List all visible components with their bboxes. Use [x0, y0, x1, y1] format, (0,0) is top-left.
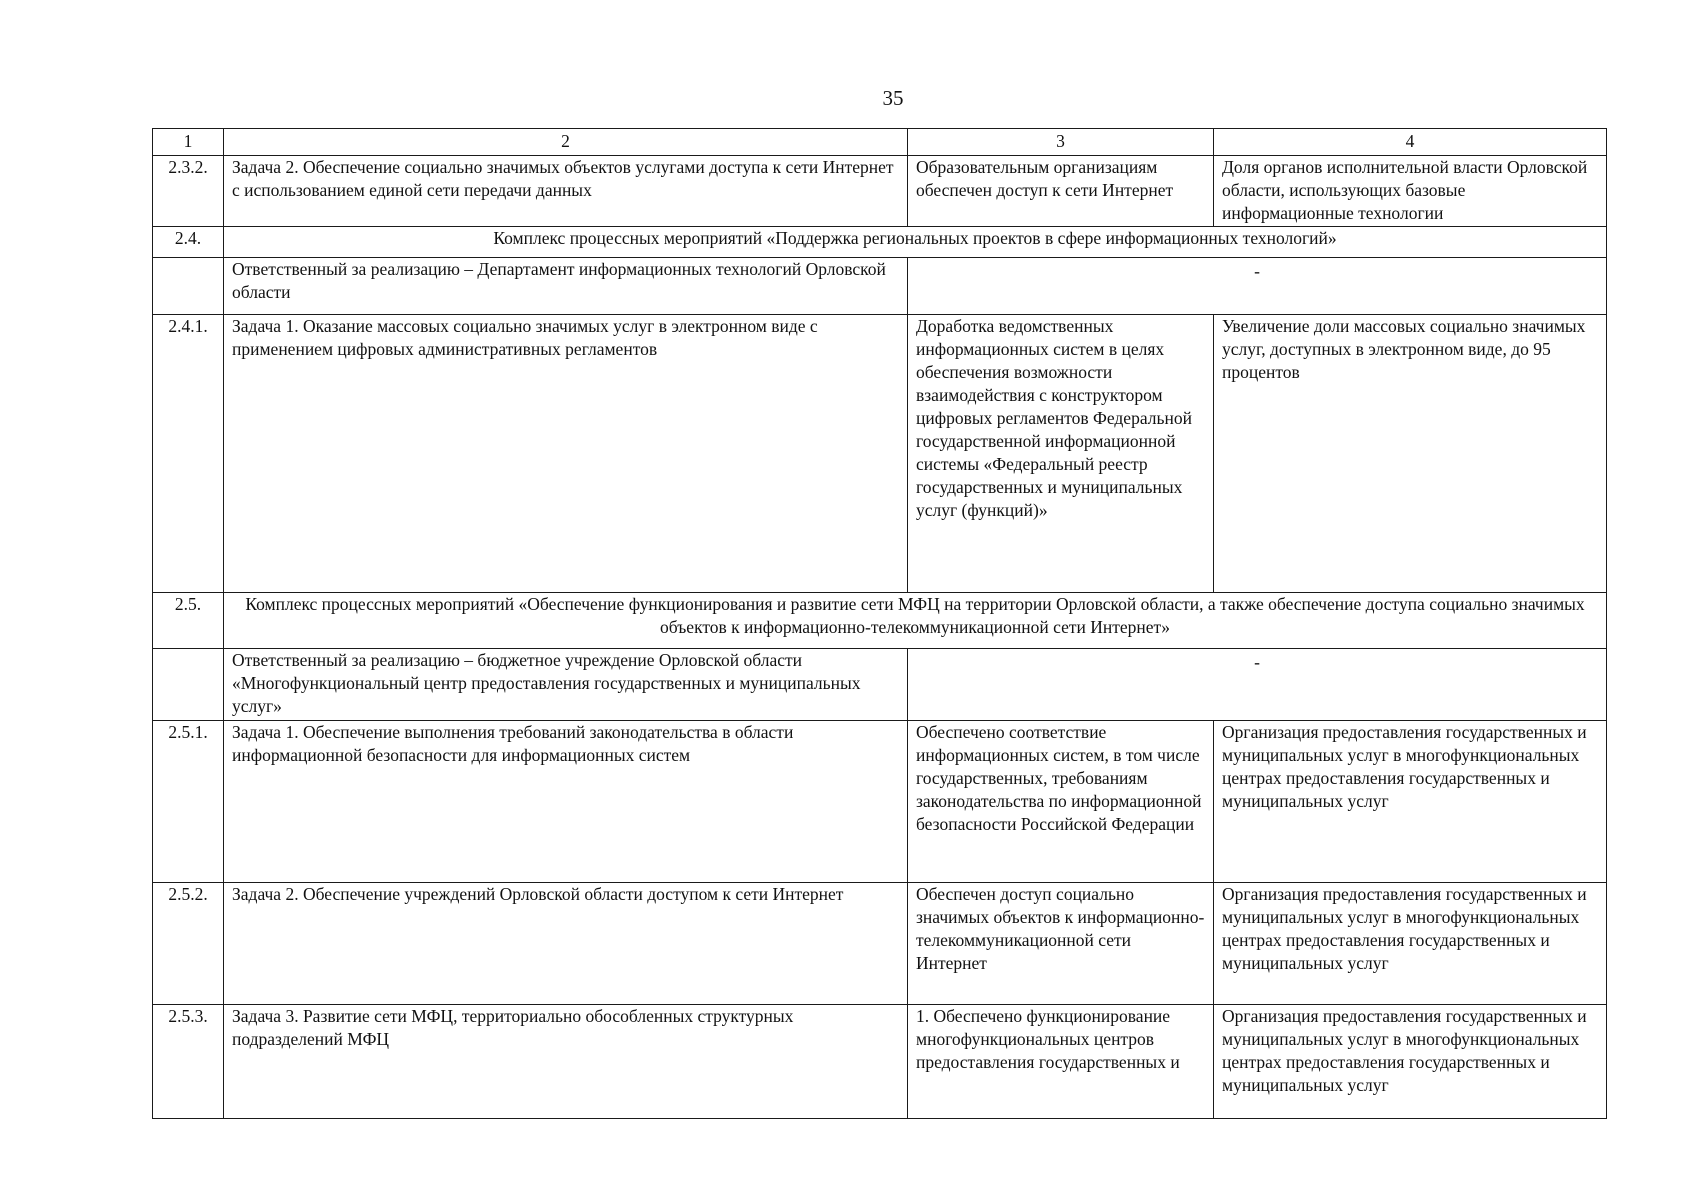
row-number: 2.4.1. — [153, 315, 224, 593]
table-row — [153, 156, 1607, 227]
measures-table — [152, 128, 1607, 1119]
header-col-2: 2 — [224, 129, 908, 156]
indicator-cell: Увеличение доли массовых социально значимых услуг, доступных в электронном виде, до 95 процентов — [1214, 315, 1607, 593]
responsible-dash-cell — [908, 649, 1607, 721]
indicator-cell: Организация предоставления государственных и муниципальных услуг в многофункциональных центрах предоставления государственных и муниципальных услуг — [1214, 883, 1607, 1005]
responsible-cell: Ответственный за реализацию – бюджетное учреждение Орловской области «Многофункциональный центр предоставления государственных и муниципальных услуг» — [224, 649, 908, 721]
table-header-row — [153, 129, 1607, 156]
section-number: 2.5. — [153, 593, 224, 649]
dash-mark: - — [1254, 652, 1260, 672]
indicator-cell: Организация предоставления государственных и муниципальных услуг в многофункциональных центрах предоставления государственных и муниципальных услуг — [1214, 721, 1607, 883]
result-cell: Образовательным организациям обеспечен доступ к сети Интернет — [908, 156, 1214, 227]
empty-number-cell — [153, 258, 224, 315]
header-col-1: 1 — [153, 129, 224, 156]
result-cell: 1. Обеспечено функционирование многофункциональных центров предоставления государственных и — [908, 1005, 1214, 1119]
result-cell: Обеспечено соответствие информационных систем, в том числе государственных, требованиям законодательства по информационной безопасности Российской Федерации — [908, 721, 1214, 883]
row-number: 2.5.2. — [153, 883, 224, 1005]
table-row — [153, 315, 1607, 593]
responsible-dash-cell — [908, 258, 1607, 315]
responsible-row — [153, 649, 1607, 721]
table-row — [153, 883, 1607, 1005]
task-cell: Задача 1. Оказание массовых социально значимых услуг в электронном виде с применением цифровых административных регламентов — [224, 315, 908, 593]
dash-mark: - — [1254, 261, 1260, 281]
page-number: 35 — [882, 86, 904, 110]
responsible-row — [153, 258, 1607, 315]
task-cell: Задача 2. Обеспечение учреждений Орловской области доступом к сети Интернет — [224, 883, 908, 1005]
table-row — [153, 1005, 1607, 1119]
task-cell: Задача 2. Обеспечение социально значимых объектов услугами доступа к сети Интернет с использованием единой сети передачи данных — [224, 156, 908, 227]
result-cell: Доработка ведомственных информационных систем в целях обеспечения возможности взаимодействия с конструктором цифровых регламентов Федеральной государственной информационной системы «Федеральный реестр государственных и муниципальных услуг (функций)» — [908, 315, 1214, 593]
task-cell: Задача 3. Развитие сети МФЦ, территориально обособленных структурных подразделений МФЦ — [224, 1005, 908, 1119]
row-number: 2.5.1. — [153, 721, 224, 883]
table-row — [153, 721, 1607, 883]
section-title: Комплекс процессных мероприятий «Поддержка региональных проектов в сфере информационных технологий» — [224, 227, 1607, 258]
indicator-cell: Организация предоставления государственных и муниципальных услуг в многофункциональных центрах предоставления государственных и муниципальных услуг — [1214, 1005, 1607, 1119]
responsible-cell: Ответственный за реализацию – Департамент информационных технологий Орловской области — [224, 258, 908, 315]
task-cell: Задача 1. Обеспечение выполнения требований законодательства в области информационной безопасности для информационных систем — [224, 721, 908, 883]
header-col-3: 3 — [908, 129, 1214, 156]
result-cell: Обеспечен доступ социально значимых объектов к информационно-телекоммуникационной сети Интернет — [908, 883, 1214, 1005]
section-row — [153, 593, 1607, 649]
row-number: 2.5.3. — [153, 1005, 224, 1119]
empty-number-cell — [153, 649, 224, 721]
indicator-cell: Доля органов исполнительной власти Орловской области, использующих базовые информационные технологии — [1214, 156, 1607, 227]
section-number: 2.4. — [153, 227, 224, 258]
section-title: Комплекс процессных мероприятий «Обеспечение функционирования и развитие сети МФЦ на территории Орловской области, а также обеспечение доступа социально значимых объектов к информационно-телекоммуникационной сети Интернет» — [224, 593, 1607, 649]
header-col-4: 4 — [1214, 129, 1607, 156]
row-number: 2.3.2. — [153, 156, 224, 227]
section-row — [153, 227, 1607, 258]
